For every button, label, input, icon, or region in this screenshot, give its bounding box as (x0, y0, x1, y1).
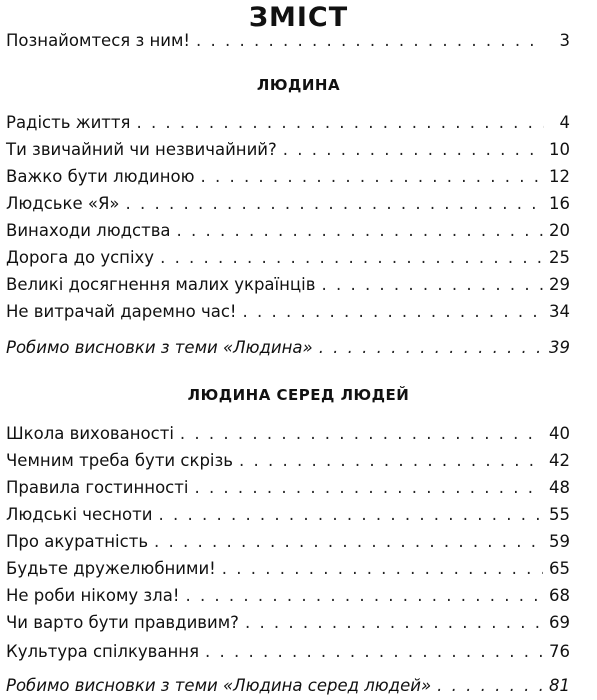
toc-entry-page: 10 (549, 140, 570, 159)
toc-entry[interactable] (6, 532, 570, 556)
dot-leader (243, 302, 543, 321)
dot-leader (319, 338, 543, 357)
toc-entry-label: Не витрачай даремно час! (6, 302, 237, 321)
toc-entry-page: 42 (549, 451, 570, 470)
toc-entry[interactable] (6, 424, 570, 448)
toc-entry-intro[interactable] (6, 31, 570, 55)
toc-entry-label: Важко бути людиною (6, 167, 195, 186)
toc-entry-label: Дорога до успіху (6, 248, 155, 267)
dot-leader (437, 676, 543, 695)
toc-entry[interactable] (6, 248, 570, 272)
toc-entry-label: Чемним треба бути скрізь (6, 451, 233, 470)
toc-entry[interactable] (6, 113, 570, 137)
toc-entry-label: Культура спілкування (6, 642, 200, 661)
toc-entry-page: 4 (559, 113, 570, 132)
toc-entry-label: Будьте дружелюбними! (6, 559, 216, 578)
toc-entry-page: 16 (549, 194, 570, 213)
page-title: ЗМІСТ (248, 2, 349, 33)
toc-entry-page: 29 (549, 275, 570, 294)
toc-entry[interactable] (6, 642, 570, 666)
toc-entry-page: 48 (549, 478, 570, 497)
dot-leader (185, 586, 543, 605)
toc-entry-conclusion[interactable] (6, 676, 570, 700)
toc-entry-page: 40 (549, 424, 570, 443)
toc-entry-page: 39 (549, 338, 570, 357)
toc-entry-page: 55 (549, 505, 570, 524)
toc-entry-page: 59 (549, 532, 570, 551)
dot-leader (222, 559, 543, 578)
toc-entry-label: Людське «Я» (6, 194, 120, 213)
toc-entry-label: Робимо висновки з теми «Людина» (6, 338, 313, 357)
toc-entry-page: 12 (549, 167, 570, 186)
dot-leader (239, 451, 543, 470)
toc-entry[interactable] (6, 140, 570, 164)
toc-entry[interactable] (6, 302, 570, 326)
toc-entry-page: 76 (549, 642, 570, 661)
toc-entry-label: Ти звичайний чи незвичайний? (6, 140, 277, 159)
toc-entry-label: Про акуратність (6, 532, 149, 551)
dot-leader (245, 613, 543, 632)
toc-entry-label: Правила гостинності (6, 478, 189, 497)
toc-entry-page: 81 (549, 676, 570, 695)
dot-leader (160, 248, 543, 267)
dot-leader (180, 424, 543, 443)
toc-entry[interactable] (6, 451, 570, 475)
dot-leader (200, 167, 543, 186)
toc-entry-page: 69 (549, 613, 570, 632)
section-heading-lyudyna-sered-lyudey: ЛЮДИНА СЕРЕД ЛЮДЕЙ (187, 386, 410, 404)
toc-entry[interactable] (6, 478, 570, 502)
toc-entry-conclusion[interactable] (6, 338, 570, 362)
toc-entry[interactable] (6, 275, 570, 299)
toc-entry[interactable] (6, 586, 570, 610)
dot-leader (159, 505, 544, 524)
toc-entry-page: 3 (559, 31, 570, 50)
toc-entry-label: Радість життя (6, 113, 131, 132)
toc-entry[interactable] (6, 221, 570, 245)
toc-entry[interactable] (6, 613, 570, 637)
toc-entry-label: Робимо висновки з теми «Людина серед людей» (6, 676, 432, 695)
toc-entry-label: Людські чесноти (6, 505, 153, 524)
toc-entry-page: 65 (549, 559, 570, 578)
toc-entry-page: 68 (549, 586, 570, 605)
dot-leader (205, 642, 543, 661)
dot-leader (126, 194, 543, 213)
dot-leader (196, 31, 544, 50)
dot-leader (154, 532, 543, 551)
toc-entry[interactable] (6, 167, 570, 191)
dot-leader (177, 221, 543, 240)
section-heading-lyudyna: ЛЮДИНА (256, 76, 341, 94)
toc-entry[interactable] (6, 194, 570, 218)
toc-entry-label: Великі досягнення малих українців (6, 275, 316, 294)
dot-leader (321, 275, 543, 294)
toc-entry-label: Чи варто бути правдивим? (6, 613, 239, 632)
toc-entry-page: 34 (549, 302, 570, 321)
toc-entry[interactable] (6, 505, 570, 529)
toc-entry-page: 20 (549, 221, 570, 240)
toc-entry-label: Школа вихованості (6, 424, 174, 443)
dot-leader (194, 478, 543, 497)
toc-entry-label: Винаходи людства (6, 221, 171, 240)
toc-entry[interactable] (6, 559, 570, 583)
toc-entry-label: Не роби нікому зла! (6, 586, 180, 605)
dot-leader (136, 113, 544, 132)
toc-entry-page: 25 (549, 248, 570, 267)
dot-leader (283, 140, 543, 159)
toc-entry-label: Познайомтеся з ним! (6, 31, 191, 50)
